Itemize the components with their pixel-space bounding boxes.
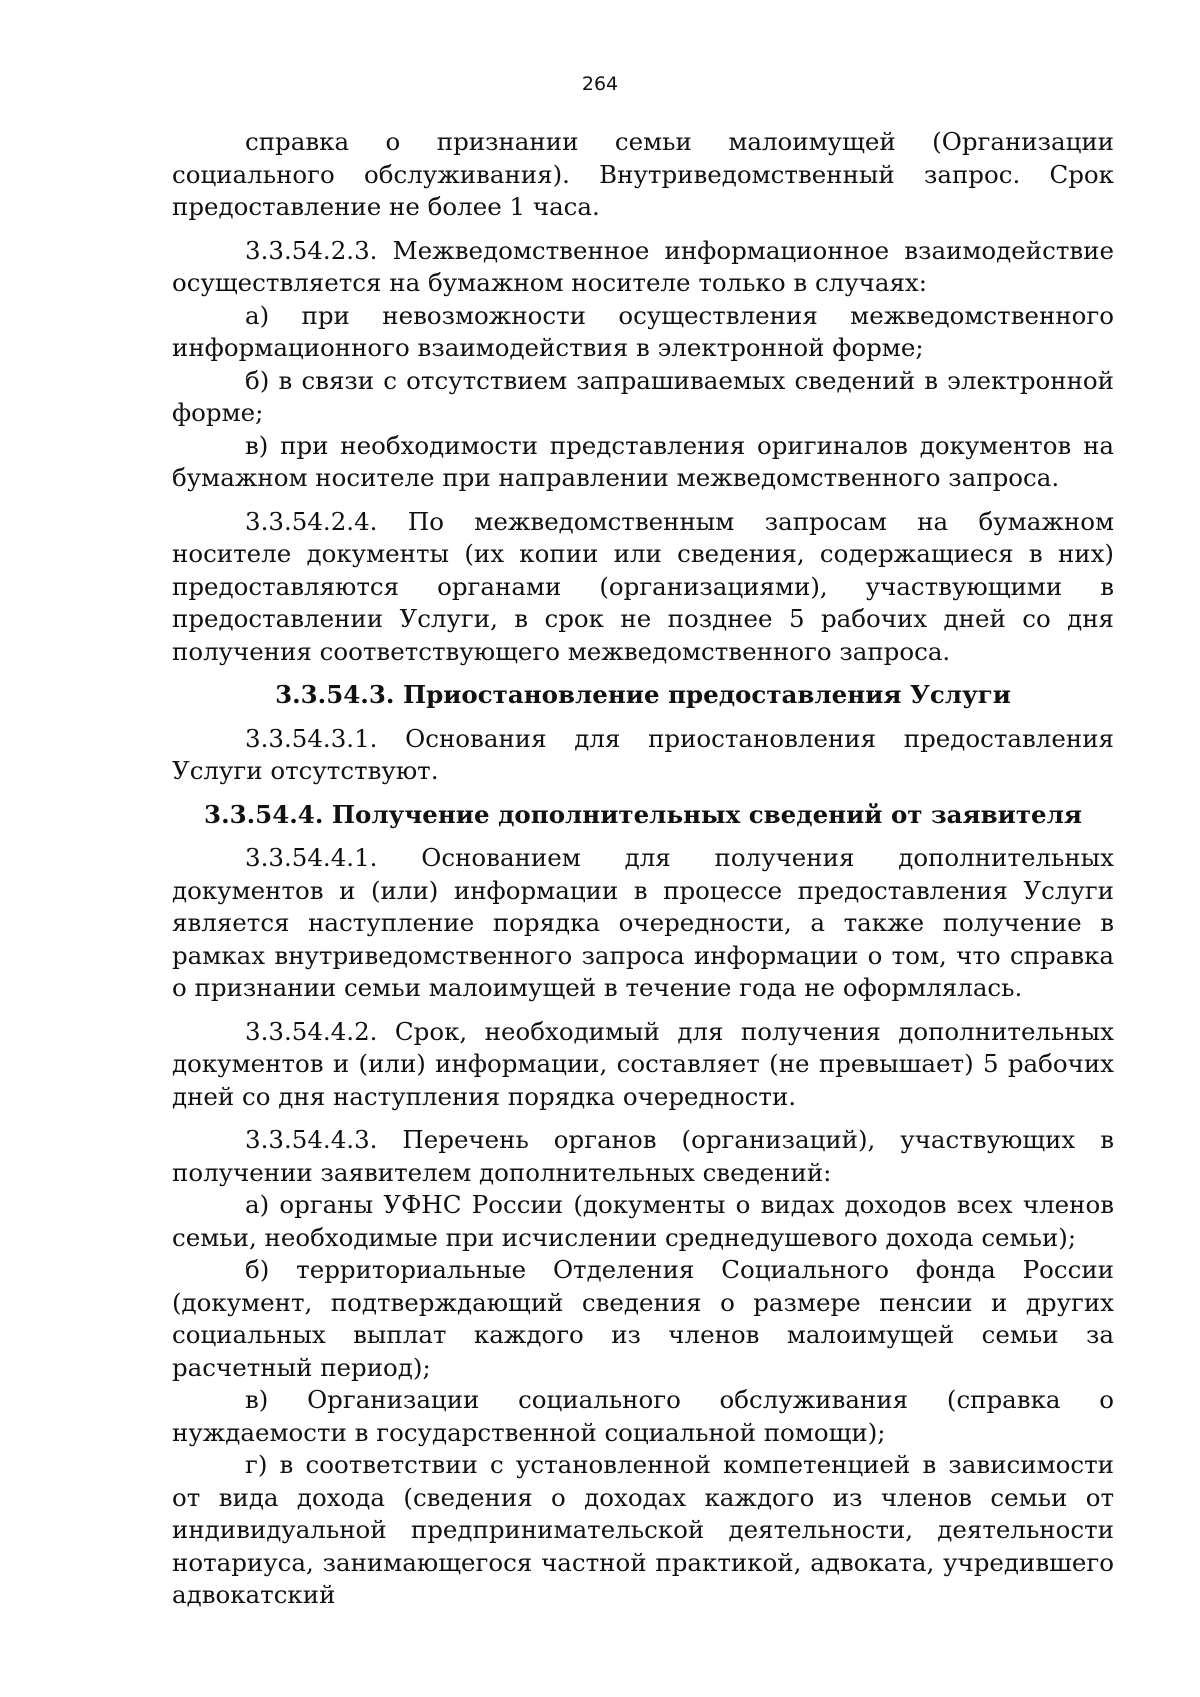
paragraph: в) Организации социального обслуживания (справка о нуждаемости в государственной социальной помощи); [172, 1385, 1114, 1447]
section-heading: 3.3.54.4. Получение дополнительных сведений от заявителя [204, 799, 1082, 829]
paragraph: б) территориальные Отделения Социального фонда России (документ, подтверждающий сведения о размере пенсии и других социальных выплат каждого из членов малоимущей семьи за расчетный период); [172, 1255, 1114, 1382]
page-number: 264 [581, 73, 619, 95]
paragraph: г) в соответствии с установленной компетенцией в зависимости от вида дохода (сведения о доходах каждого из членов семьи от индивидуальной предпринимательской деятельности, деятельности нотариуса, занимающегося частной практикой, адвоката, учредившего адвокатский [172, 1450, 1114, 1609]
paragraph: 3.3.54.2.3. Межведомственное информационное взаимодействие осуществляется на бумажном носителе только в случаях: [172, 235, 1114, 297]
paragraph: 3.3.54.4.3. Перечень органов (организаций), участвующих в получении заявителем дополнительных сведений: [172, 1125, 1114, 1187]
paragraph: 3.3.54.2.4. По межведомственным запросам на бумажном носителе документы (их копии или сведения, содержащиеся в них) предоставляются органами (организациями), участвующими в предоставлении Услуги, в срок не позднее 5 рабочих дней со дня получения соответствующего межведомственного запроса. [172, 506, 1114, 666]
document-body [172, 126, 1114, 1612]
paragraph: а) органы УФНС России (документы о видах доходов всех членов семьи, необходимые при исчислении среднедушевого дохода семьи); [172, 1190, 1114, 1252]
section-heading: 3.3.54.3. Приостановление предоставления Услуги [275, 680, 1011, 709]
paragraph: в) при необходимости представления оригиналов документов на бумажном носителе при направлении межведомственного запроса. [172, 430, 1114, 492]
paragraph: справка о признании семьи малоимущей (Организации социального обслуживания). Внутриведомственный запрос. Срок предоставление не более 1 часа. [172, 127, 1114, 221]
paragraph: б) в связи с отсутствием запрашиваемых сведений в электронной форме; [172, 365, 1114, 427]
paragraph: а) при невозможности осуществления межведомственного информационного взаимодействия в электронной форме; [172, 300, 1114, 362]
paragraph: 3.3.54.3.1. Основания для приостановления предоставления Услуги отсутствуют. [172, 723, 1114, 785]
paragraph: 3.3.54.4.2. Срок, необходимый для получения дополнительных документов и (или) информации, составляет (не превышает) 5 рабочих дней со дня наступления порядка очередности. [172, 1016, 1114, 1111]
paragraph: 3.3.54.4.1. Основанием для получения дополнительных документов и (или) информации в процессе предоставления Услуги является наступление порядка очередности, а также получение в рамках внутриведомственного запроса информации о том, что справка о признании семьи малоимущей в течение года не оформлялась. [172, 843, 1114, 1002]
